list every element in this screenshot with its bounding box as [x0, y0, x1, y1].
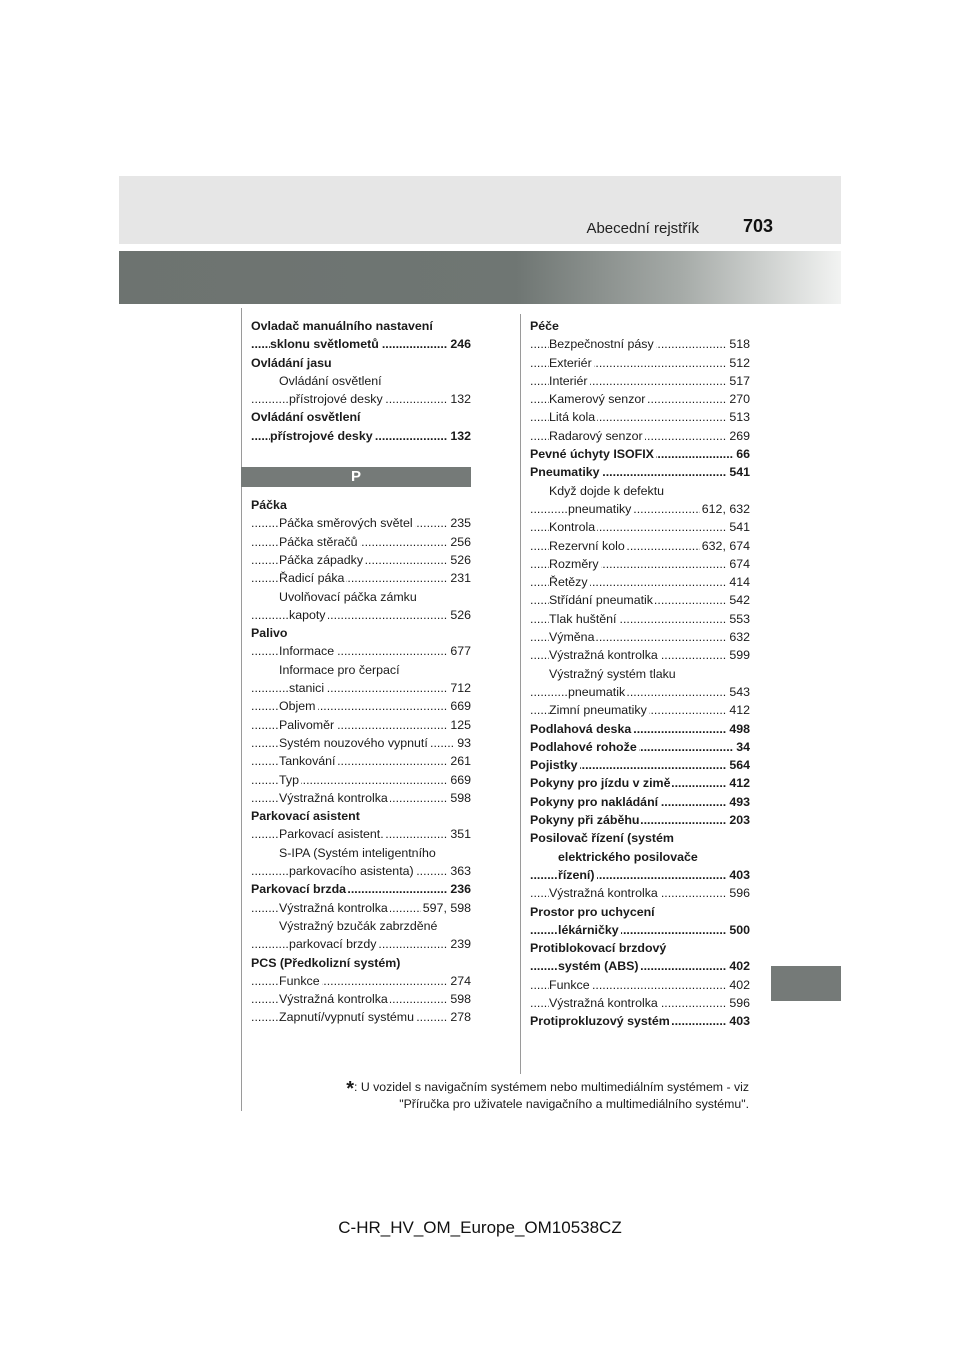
index-entry [251, 372, 471, 390]
entry-page: 526 [448, 551, 471, 569]
entry-term: Podlahová deska [530, 721, 632, 736]
entry-term: Výstražná kontrolka [549, 886, 658, 901]
left-top-list [251, 317, 471, 445]
index-entry [530, 408, 750, 426]
entry-term: Parkovací asistent. [279, 827, 384, 842]
index-entry [530, 939, 750, 957]
entry-page: 512 [727, 354, 750, 372]
index-entry [530, 811, 750, 829]
entry-term: Páčka západky [279, 552, 364, 567]
entry-page: 598 [448, 990, 471, 1008]
entry-term: Ovládání osvětlení [251, 410, 361, 425]
document-code: C-HR_HV_OM_Europe_OM10538CZ [338, 1218, 622, 1237]
index-entry [251, 807, 471, 825]
index-entry [251, 771, 471, 789]
index-entry [251, 716, 471, 734]
entry-page: 518 [727, 335, 750, 353]
index-entry [530, 866, 750, 884]
entry-page: 261 [448, 752, 471, 770]
index-entry [251, 789, 471, 807]
entry-term: Bezpečnostní pásy [549, 337, 654, 352]
entry-term: Informace [279, 644, 335, 659]
index-entry [530, 793, 750, 811]
page-number: 703 [742, 216, 773, 236]
entry-page: 541 [727, 518, 750, 536]
entry-term: Výstražná kontrolka [549, 648, 658, 663]
index-entry [530, 500, 750, 518]
entry-term: Posilovač řízení (systém [530, 831, 674, 846]
entry-term: Informace pro čerpací [279, 662, 400, 677]
index-entry [251, 862, 471, 880]
entry-term: Funkce [549, 977, 590, 992]
index-entry [530, 555, 750, 573]
entry-term: Výstražný systém tlaku [549, 666, 676, 681]
index-entry [251, 734, 471, 752]
index-entry [251, 533, 471, 551]
entry-page: 632 [727, 628, 750, 646]
entry-page: 402 [727, 976, 750, 994]
entry-term: Interiér [549, 373, 588, 388]
entry-page: 500 [727, 921, 750, 939]
entry-page: 541 [727, 463, 750, 481]
index-entry [530, 372, 750, 390]
entry-term: řízení) [558, 867, 595, 882]
index-entry [530, 610, 750, 628]
left-bottom-list [251, 496, 471, 1027]
entry-page: 597, 598 [421, 899, 471, 917]
index-entry [530, 518, 750, 536]
index-entry [251, 496, 471, 514]
index-entry [530, 976, 750, 994]
index-entry [251, 661, 471, 679]
entry-page: 270 [727, 390, 750, 408]
entry-term: elektrického posilovače [558, 849, 698, 864]
index-entry [530, 354, 750, 372]
entry-term: Tlak huštění [549, 611, 617, 626]
entry-term: Podlahové rohože [530, 739, 637, 754]
index-entry [251, 624, 471, 642]
index-entry [530, 482, 750, 500]
entry-term: Ovládání jasu [251, 355, 332, 370]
entry-page: 498 [727, 720, 750, 738]
entry-term: pneumatiky [568, 501, 632, 516]
entry-term: Radarový senzor [549, 428, 643, 443]
entry-page: 403 [727, 1012, 750, 1030]
index-entry [530, 921, 750, 939]
entry-page: 674 [727, 555, 750, 573]
index-entry [530, 317, 750, 335]
entry-term: Tankování [279, 754, 336, 769]
entry-term: PCS (Předkolizní systém) [251, 955, 401, 970]
right-list [530, 317, 750, 1031]
entry-page: 34 [734, 738, 750, 756]
index-entry [251, 1008, 471, 1026]
entry-term: Pokyny při záběhu [530, 813, 640, 828]
index-entry [530, 628, 750, 646]
entry-page: 125 [448, 716, 471, 734]
entry-page: 517 [727, 372, 750, 390]
entry-page: 412 [727, 774, 750, 792]
entry-page: 669 [448, 771, 471, 789]
index-entry [530, 445, 750, 463]
entry-term: Typ [279, 772, 299, 787]
entry-page: 246 [448, 335, 471, 353]
entry-term: sklonu světlometů [270, 337, 379, 352]
index-entry [251, 954, 471, 972]
entry-page: 632, 674 [700, 537, 750, 555]
index-entry [251, 972, 471, 990]
index-entry [251, 317, 471, 335]
entry-term: přístrojové desky [270, 428, 373, 443]
entry-term: Výstražná kontrolka [279, 790, 388, 805]
index-entry [530, 537, 750, 555]
footnote-line-2: "Příručka pro uživatele navigačního a multimediálního systému". [399, 1097, 749, 1111]
index-entry [530, 463, 750, 481]
index-entry [251, 697, 471, 715]
index-entry [251, 880, 471, 898]
entry-page: 598 [448, 789, 471, 807]
index-entry [251, 844, 471, 862]
entry-term: Rozměry [549, 556, 599, 571]
index-entry [251, 642, 471, 660]
entry-page: 543 [727, 683, 750, 701]
entry-page: 553 [727, 610, 750, 628]
index-entry [251, 935, 471, 953]
header-band [119, 251, 841, 304]
entry-page: 412 [727, 701, 750, 719]
index-entry [251, 427, 471, 445]
entry-page: 402 [727, 957, 750, 975]
index-entry [530, 774, 750, 792]
footnote-star: * [346, 1078, 354, 1100]
center-divider [520, 314, 521, 1074]
entry-page: 596 [727, 884, 750, 902]
entry-page: 278 [448, 1008, 471, 1026]
entry-term: Pokyny pro nakládání [530, 794, 659, 809]
entry-page: 403 [727, 866, 750, 884]
entry-term: Zapnutí/vypnutí systému [279, 1010, 414, 1025]
index-entry [530, 427, 750, 445]
entry-term: Kontrola [549, 520, 596, 535]
entry-page: 274 [448, 972, 471, 990]
entry-page: 235 [448, 514, 471, 532]
entry-term: Kamerový senzor [549, 392, 646, 407]
entry-term: Pojistky [530, 758, 578, 773]
entry-term: Systém nouzového vypnutí [279, 735, 428, 750]
index-entry [530, 756, 750, 774]
entry-term: Pokyny pro jízdu v zimě [530, 776, 671, 791]
entry-term: Střídání pneumatik [549, 593, 654, 608]
entry-page: 132 [448, 390, 471, 408]
index-entry [530, 665, 750, 683]
index-entry [251, 588, 471, 606]
entry-page: 93 [455, 734, 471, 752]
entry-term: Protiprokluzový systém [530, 1014, 670, 1029]
entry-term: Palivoměr [279, 717, 335, 732]
entry-term: Páčka stěračů [279, 534, 358, 549]
index-entry [530, 1012, 750, 1030]
entry-page: 414 [727, 573, 750, 591]
entry-term: parkovací brzdy [289, 937, 377, 952]
index-entry [251, 408, 471, 426]
entry-term: Uvolňovací páčka zámku [279, 589, 417, 604]
entry-term: Řetězy [549, 575, 588, 590]
entry-term: Péče [530, 319, 559, 333]
index-entry [530, 957, 750, 975]
entry-page: 493 [727, 793, 750, 811]
entry-term: Když dojde k defektu [549, 483, 665, 498]
index-entry [530, 829, 750, 847]
index-entry [251, 825, 471, 843]
entry-page: 351 [448, 825, 471, 843]
entry-term: Výstražná kontrolka [279, 992, 388, 1007]
index-entry [530, 390, 750, 408]
index-entry [530, 994, 750, 1012]
footnote [346, 1080, 749, 1112]
entry-term: kapoty [289, 607, 326, 622]
index-column-right [530, 317, 750, 1031]
left-divider [241, 308, 242, 1111]
entry-page: 677 [448, 642, 471, 660]
entry-term: Výstražný bzučák zabrzděné [279, 918, 438, 933]
entry-page: 256 [448, 533, 471, 551]
entry-term: S-IPA (Systém inteligentního [279, 845, 436, 860]
index-entry [251, 752, 471, 770]
entry-page: 612, 632 [700, 500, 750, 518]
entry-page: 712 [448, 679, 471, 697]
index-entry [530, 884, 750, 902]
entry-term: přístrojové desky [289, 392, 383, 407]
entry-term: Pneumatiky [530, 465, 600, 480]
entry-page: 203 [727, 811, 750, 829]
entry-term: Parkovací asistent [251, 809, 360, 824]
entry-term: Páčka [251, 498, 287, 513]
index-entry [251, 335, 471, 353]
index-entry [251, 990, 471, 1008]
entry-term: Protiblokovací brzdový [530, 941, 667, 956]
entry-term: lékárničky [558, 922, 619, 937]
entry-page: 269 [727, 427, 750, 445]
entry-page: 599 [727, 646, 750, 664]
index-entry [251, 899, 471, 917]
entry-term: Ovladač manuálního nastavení [251, 319, 433, 333]
index-entry [251, 917, 471, 935]
index-entry [530, 591, 750, 609]
entry-page: 363 [448, 862, 471, 880]
entry-page: 236 [448, 880, 471, 898]
entry-term: Litá kola [549, 410, 596, 425]
header-title: Abecední rejstřík [586, 220, 699, 237]
entry-page: 239 [448, 935, 471, 953]
index-entry [530, 701, 750, 719]
index-entry [251, 514, 471, 532]
footnote-line-1: : U vozidel s navigačním systémem nebo multimediálním systémem - viz [354, 1080, 749, 1094]
entry-term: parkovacího asistenta) [289, 864, 414, 879]
entry-term: Objem [279, 699, 316, 714]
entry-page: 513 [727, 408, 750, 426]
entry-term: Páčka směrových světel [279, 516, 413, 531]
entry-page: 542 [727, 591, 750, 609]
entry-term: Funkce [279, 973, 320, 988]
entry-page: 596 [727, 994, 750, 1012]
index-entry [530, 848, 750, 866]
index-entry [530, 720, 750, 738]
index-entry [251, 551, 471, 569]
index-entry [251, 569, 471, 587]
entry-term: Exteriér [549, 355, 592, 370]
index-column-left [251, 317, 471, 1027]
entry-term: systém (ABS) [558, 959, 639, 974]
entry-page: 132 [448, 427, 471, 445]
entry-page: 564 [727, 756, 750, 774]
entry-term: Rezervní kolo [549, 538, 625, 553]
entry-term: stanici [289, 681, 325, 696]
entry-term: Výměna [549, 630, 595, 645]
page-header [119, 176, 841, 244]
index-entry [530, 903, 750, 921]
entry-term: Ovládání osvětlení [279, 373, 382, 388]
entry-page: 66 [734, 445, 750, 463]
section-side-tab [771, 966, 841, 1001]
entry-term: Pevné úchyty ISOFIX [530, 447, 654, 462]
entry-term: Výstražná kontrolka [549, 995, 658, 1010]
entry-term: Zimní pneumatiky [549, 703, 647, 718]
index-entry [530, 335, 750, 353]
index-entry [530, 683, 750, 701]
index-entry [251, 679, 471, 697]
entry-term: Palivo [251, 626, 288, 641]
entry-term: Výstražná kontrolka [279, 900, 388, 915]
index-entry [530, 738, 750, 756]
index-entry [530, 573, 750, 591]
index-entry [530, 646, 750, 664]
entry-term: Parkovací brzda [251, 882, 347, 897]
entry-page: 669 [448, 697, 471, 715]
entry-page: 231 [448, 569, 471, 587]
entry-term: Řadicí páka [279, 571, 345, 586]
section-letter: P [241, 467, 471, 487]
index-entry [251, 606, 471, 624]
index-entry [251, 390, 471, 408]
entry-term: pneumatik [568, 684, 626, 699]
entry-term: Prostor pro uchycení [530, 904, 655, 919]
index-entry [251, 354, 471, 372]
entry-page: 526 [448, 606, 471, 624]
